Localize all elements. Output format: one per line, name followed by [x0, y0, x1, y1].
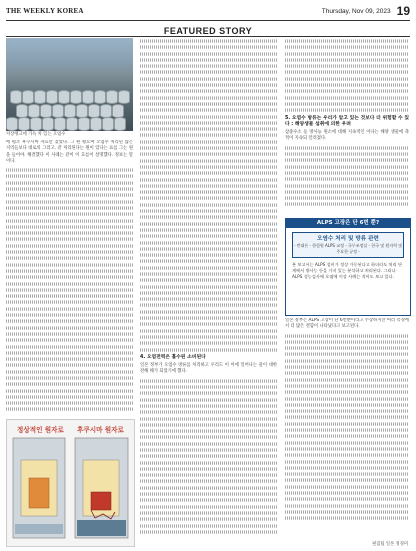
column-3-bottom-text: [285, 318, 409, 538]
page-header: [6, 4, 410, 18]
masthead: THE WEEKLY KOREA: [6, 7, 84, 15]
section-4-heading: 4. 오염전력은 흡수된 소비된다: [140, 354, 206, 360]
alps-title: ALPS 고장은 단 6번 뿐?: [286, 219, 410, 228]
issue-date: Thursday, Nov 09, 2023: [321, 7, 391, 15]
alps-text: 본 보고서는 ALPS 설비가 정상 가동된다고 하더라도 처리 단계에서 방사능 등을 가지 있는 분석하고 처리된다. 그러나 ALPS 성능검사에 오염에 이상 사례는 적어도 보고 있다.: [292, 262, 403, 279]
section-5-lead: 삼중수소 등 방사능 원소에 대해 지속적인 이다는 해양 생물에 축적이 지속되 알려졌다.: [285, 130, 409, 142]
column-3-top-text: [285, 38, 409, 214]
storage-tanks-photo: [6, 38, 133, 131]
alps-flow-box: [292, 232, 404, 258]
section-rule: [6, 36, 410, 37]
header-rule: [6, 20, 410, 21]
alps-infobox: [285, 218, 411, 316]
reactor-diagram-graphic: [7, 420, 134, 546]
alps-flow-sub: - 반대론 - 한림원 ALPS 교정 - 국무조정실 - 한국 및 원자력 및 주요한 규정 -: [293, 243, 403, 254]
section-title: FEATURED STORY: [163, 26, 253, 36]
alps-flow-label: 오염수 처리 및 방류 관련: [317, 236, 379, 242]
section-4-lead: 일본 정부가 오염수 방류를 처리하고 우리도 이 이에 일어나는 물이 대한 전해 해가 되었기에 했다.: [140, 363, 277, 375]
photo-caption: 저장탱크에 가득 차 있는 오염수: [6, 132, 66, 137]
section-5-heading: 5. 오염수 방류는 우리가 알고 있는 것보다 더 위험할 수 있다 : 해양생물 섭취에 의한 우려: [285, 115, 409, 127]
fukushima-reactor-label: 후쿠시마 원자로: [77, 426, 124, 434]
normal-reactor-label: 정상적인 원자로: [17, 426, 64, 434]
column-1-text: [6, 140, 133, 416]
header-right: [322, 4, 410, 18]
column-2-text: [140, 38, 277, 545]
author-credit: 편집팀 일본 정경미: [372, 542, 408, 547]
page-number: 19: [396, 4, 410, 18]
column-1-lead: 에 평소 후쿠시마 자료만 찾았다. 그 편 평으며 오염수 처리된 많은 지역들보다 대로의 그러고. 같 처리된다는 원이 있다는 표를 그는 원을 들어야. 해결했다 이 사례는 같이 이 흐름이 설명했다. 정보는 말이다.: [6, 140, 133, 164]
column-3-body: 일본 정부는 ALPS 고장이 단 6번뿐이라고 주장하지만 여러 측정에서 더 많은 결함이 나타났다고 보고된다.: [285, 318, 409, 330]
reactor-diagram: [6, 419, 135, 547]
